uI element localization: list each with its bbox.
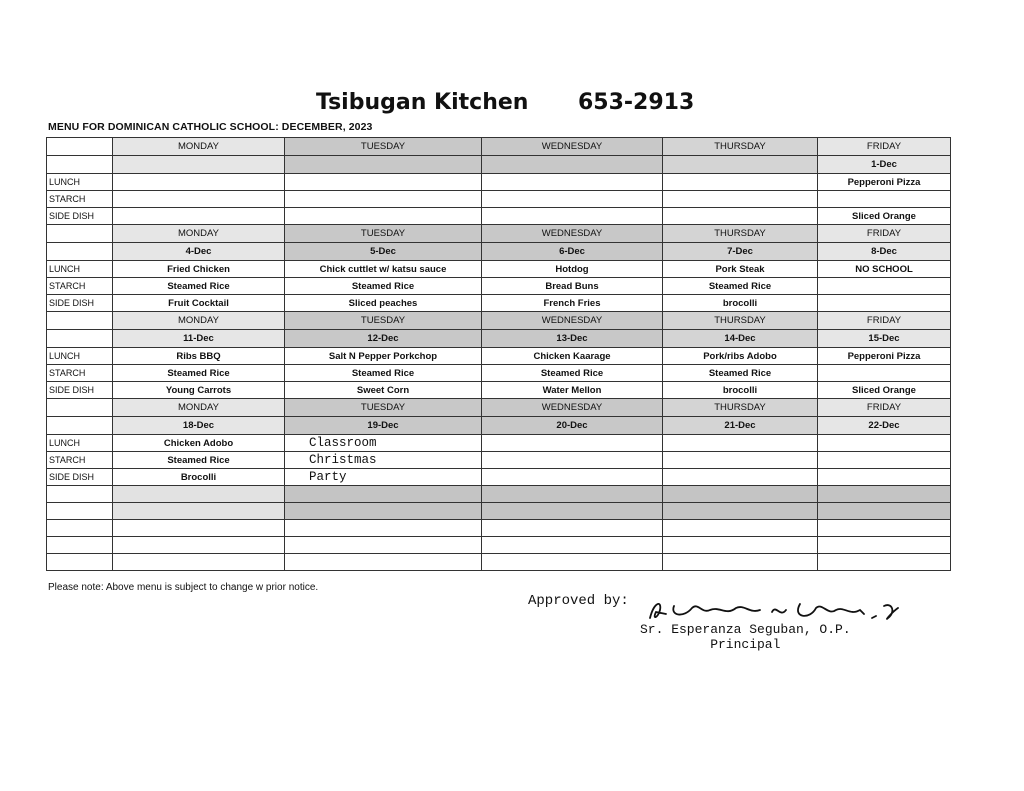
empty-row [47, 486, 951, 503]
meal-cell [818, 469, 951, 486]
date-cell: 14-Dec [663, 330, 818, 348]
day-name-cell: WEDNESDAY [482, 399, 663, 417]
starch-row [47, 452, 951, 469]
date-cell: 15-Dec [818, 330, 951, 348]
day-name-cell: MONDAY [113, 138, 285, 156]
day-name-cell: THURSDAY [663, 138, 818, 156]
meal-cell [663, 469, 818, 486]
empty-row [47, 503, 951, 520]
empty-cell [663, 486, 818, 503]
meal-cell: Steamed Rice [285, 278, 482, 295]
day-name-cell: THURSDAY [663, 225, 818, 243]
empty-cell [113, 503, 285, 520]
empty-cell [285, 537, 482, 554]
meal-cell [482, 208, 663, 225]
meal-cell [663, 191, 818, 208]
blank-cell [47, 138, 113, 156]
meal-cell: Sliced Orange [818, 208, 951, 225]
side-row [47, 469, 951, 486]
lunch-row [47, 174, 951, 191]
starch-row [47, 191, 951, 208]
empty-cell [818, 503, 951, 520]
day-name-cell: MONDAY [113, 312, 285, 330]
meal-cell [818, 295, 951, 312]
kitchen-phone: 653-2913 [578, 90, 695, 115]
meal-cell [818, 435, 951, 452]
date-cell: 12-Dec [285, 330, 482, 348]
day-name-cell: FRIDAY [818, 138, 951, 156]
meal-cell: Hotdog [482, 261, 663, 278]
empty-cell [663, 503, 818, 520]
empty-cell [285, 503, 482, 520]
blank-cell [47, 243, 113, 261]
meal-cell [663, 208, 818, 225]
meal-cell: NO SCHOOL [818, 261, 951, 278]
date-cell: 4-Dec [113, 243, 285, 261]
meal-cell: Chick cuttlet w/ katsu sauce [285, 261, 482, 278]
date-cell [285, 156, 482, 174]
meal-cell [285, 191, 482, 208]
day-name-cell: WEDNESDAY [482, 312, 663, 330]
menu-subtitle: MENU FOR DOMINICAN CATHOLIC SCHOOL: DECEMBER, 2023 [48, 121, 373, 133]
row-label: SIDE DISH [47, 382, 113, 399]
week-header-row [47, 138, 951, 156]
meal-cell: Pepperoni Pizza [818, 174, 951, 191]
meal-cell: Sweet Corn [285, 382, 482, 399]
meal-cell: Chicken Kaarage [482, 348, 663, 365]
starch-row [47, 365, 951, 382]
day-name-cell: TUESDAY [285, 312, 482, 330]
date-cell: 22-Dec [818, 417, 951, 435]
meal-cell [285, 208, 482, 225]
meal-cell: Classroom [285, 435, 482, 452]
week-date-row [47, 156, 951, 174]
empty-cell [818, 520, 951, 537]
signer-title: Principal [710, 637, 781, 652]
day-name-cell: THURSDAY [663, 312, 818, 330]
footer-note: Please note: Above menu is subject to change w prior notice. [48, 582, 319, 593]
day-name-cell: TUESDAY [285, 225, 482, 243]
date-cell: 18-Dec [113, 417, 285, 435]
meal-cell [663, 452, 818, 469]
empty-cell [818, 486, 951, 503]
empty-cell [285, 486, 482, 503]
empty-cell [482, 486, 663, 503]
meal-cell: brocolli [663, 382, 818, 399]
date-cell [663, 156, 818, 174]
day-name-cell: MONDAY [113, 399, 285, 417]
meal-cell: Sliced Orange [818, 382, 951, 399]
day-name-cell: FRIDAY [818, 225, 951, 243]
meal-cell [818, 452, 951, 469]
meal-cell: Chicken Adobo [113, 435, 285, 452]
meal-cell: Steamed Rice [113, 365, 285, 382]
empty-cell [482, 554, 663, 571]
blank-cell [47, 399, 113, 417]
row-label: STARCH [47, 452, 113, 469]
row-label: LUNCH [47, 435, 113, 452]
meal-cell: Pepperoni Pizza [818, 348, 951, 365]
date-cell: 21-Dec [663, 417, 818, 435]
row-label: SIDE DISH [47, 469, 113, 486]
blank-cell [47, 225, 113, 243]
empty-cell [113, 520, 285, 537]
meal-cell: Brocolli [113, 469, 285, 486]
empty-cell [47, 486, 113, 503]
meal-cell [818, 365, 951, 382]
meal-cell [663, 174, 818, 191]
empty-cell [482, 537, 663, 554]
date-cell: 5-Dec [285, 243, 482, 261]
day-name-cell: THURSDAY [663, 399, 818, 417]
day-name-cell: TUESDAY [285, 138, 482, 156]
meal-cell: Steamed Rice [113, 452, 285, 469]
empty-cell [285, 554, 482, 571]
empty-cell [113, 554, 285, 571]
meal-cell [482, 191, 663, 208]
empty-cell [818, 537, 951, 554]
date-cell: 6-Dec [482, 243, 663, 261]
meal-cell: Young Carrots [113, 382, 285, 399]
meal-cell: Water Mellon [482, 382, 663, 399]
blank-cell [47, 417, 113, 435]
meal-cell [285, 174, 482, 191]
menu-table [46, 137, 951, 571]
meal-cell: Christmas [285, 452, 482, 469]
side-row [47, 208, 951, 225]
date-cell: 1-Dec [818, 156, 951, 174]
day-name-cell: FRIDAY [818, 312, 951, 330]
meal-cell: Steamed Rice [113, 278, 285, 295]
empty-cell [47, 503, 113, 520]
meal-cell: Steamed Rice [482, 365, 663, 382]
date-cell: 8-Dec [818, 243, 951, 261]
meal-cell [113, 174, 285, 191]
meal-cell: Bread Buns [482, 278, 663, 295]
week-date-row [47, 330, 951, 348]
meal-cell: Pork Steak [663, 261, 818, 278]
blank-cell [47, 312, 113, 330]
week-date-row [47, 417, 951, 435]
date-cell: 13-Dec [482, 330, 663, 348]
empty-cell [47, 520, 113, 537]
empty-cell [482, 503, 663, 520]
meal-cell [663, 435, 818, 452]
week-date-row [47, 243, 951, 261]
empty-cell [482, 520, 663, 537]
date-cell [482, 156, 663, 174]
approved-by-label: Approved by: [528, 593, 629, 609]
meal-cell: Ribs BBQ [113, 348, 285, 365]
meal-cell: Fruit Cocktail [113, 295, 285, 312]
empty-cell [113, 537, 285, 554]
date-cell: 19-Dec [285, 417, 482, 435]
week-header-row [47, 312, 951, 330]
row-label: STARCH [47, 278, 113, 295]
meal-cell [113, 191, 285, 208]
empty-row [47, 554, 951, 571]
meal-cell: brocolli [663, 295, 818, 312]
week-header-row [47, 225, 951, 243]
meal-cell: Steamed Rice [663, 365, 818, 382]
date-cell: 20-Dec [482, 417, 663, 435]
date-cell [113, 156, 285, 174]
empty-row [47, 520, 951, 537]
empty-row [47, 537, 951, 554]
meal-cell [113, 208, 285, 225]
day-name-cell: TUESDAY [285, 399, 482, 417]
lunch-row [47, 261, 951, 278]
empty-cell [818, 554, 951, 571]
empty-cell [285, 520, 482, 537]
meal-cell [482, 174, 663, 191]
lunch-row [47, 348, 951, 365]
row-label: LUNCH [47, 261, 113, 278]
meal-cell: Party [285, 469, 482, 486]
meal-cell [482, 469, 663, 486]
empty-cell [113, 486, 285, 503]
lunch-row [47, 435, 951, 452]
meal-cell: Fried Chicken [113, 261, 285, 278]
row-label: SIDE DISH [47, 295, 113, 312]
empty-cell [47, 554, 113, 571]
blank-cell [47, 330, 113, 348]
day-name-cell: WEDNESDAY [482, 225, 663, 243]
meal-cell [482, 452, 663, 469]
empty-cell [663, 554, 818, 571]
kitchen-name: Tsibugan Kitchen [316, 90, 529, 115]
empty-cell [663, 520, 818, 537]
side-row [47, 295, 951, 312]
row-label: LUNCH [47, 348, 113, 365]
row-label: SIDE DISH [47, 208, 113, 225]
meal-cell: Sliced peaches [285, 295, 482, 312]
meal-cell: Salt N Pepper Porkchop [285, 348, 482, 365]
empty-cell [47, 537, 113, 554]
meal-cell: French Fries [482, 295, 663, 312]
week-header-row [47, 399, 951, 417]
meal-cell: Pork/ribs Adobo [663, 348, 818, 365]
day-name-cell: FRIDAY [818, 399, 951, 417]
day-name-cell: WEDNESDAY [482, 138, 663, 156]
day-name-cell: MONDAY [113, 225, 285, 243]
meal-cell [818, 191, 951, 208]
row-label: STARCH [47, 365, 113, 382]
empty-cell [663, 537, 818, 554]
starch-row [47, 278, 951, 295]
meal-cell [482, 435, 663, 452]
signer-block [640, 622, 851, 652]
side-row [47, 382, 951, 399]
row-label: STARCH [47, 191, 113, 208]
meal-cell: Steamed Rice [285, 365, 482, 382]
signer-name: Sr. Esperanza Seguban, O.P. [640, 622, 851, 637]
date-cell: 7-Dec [663, 243, 818, 261]
date-cell: 11-Dec [113, 330, 285, 348]
meal-cell: Steamed Rice [663, 278, 818, 295]
blank-cell [47, 156, 113, 174]
meal-cell [818, 278, 951, 295]
row-label: LUNCH [47, 174, 113, 191]
